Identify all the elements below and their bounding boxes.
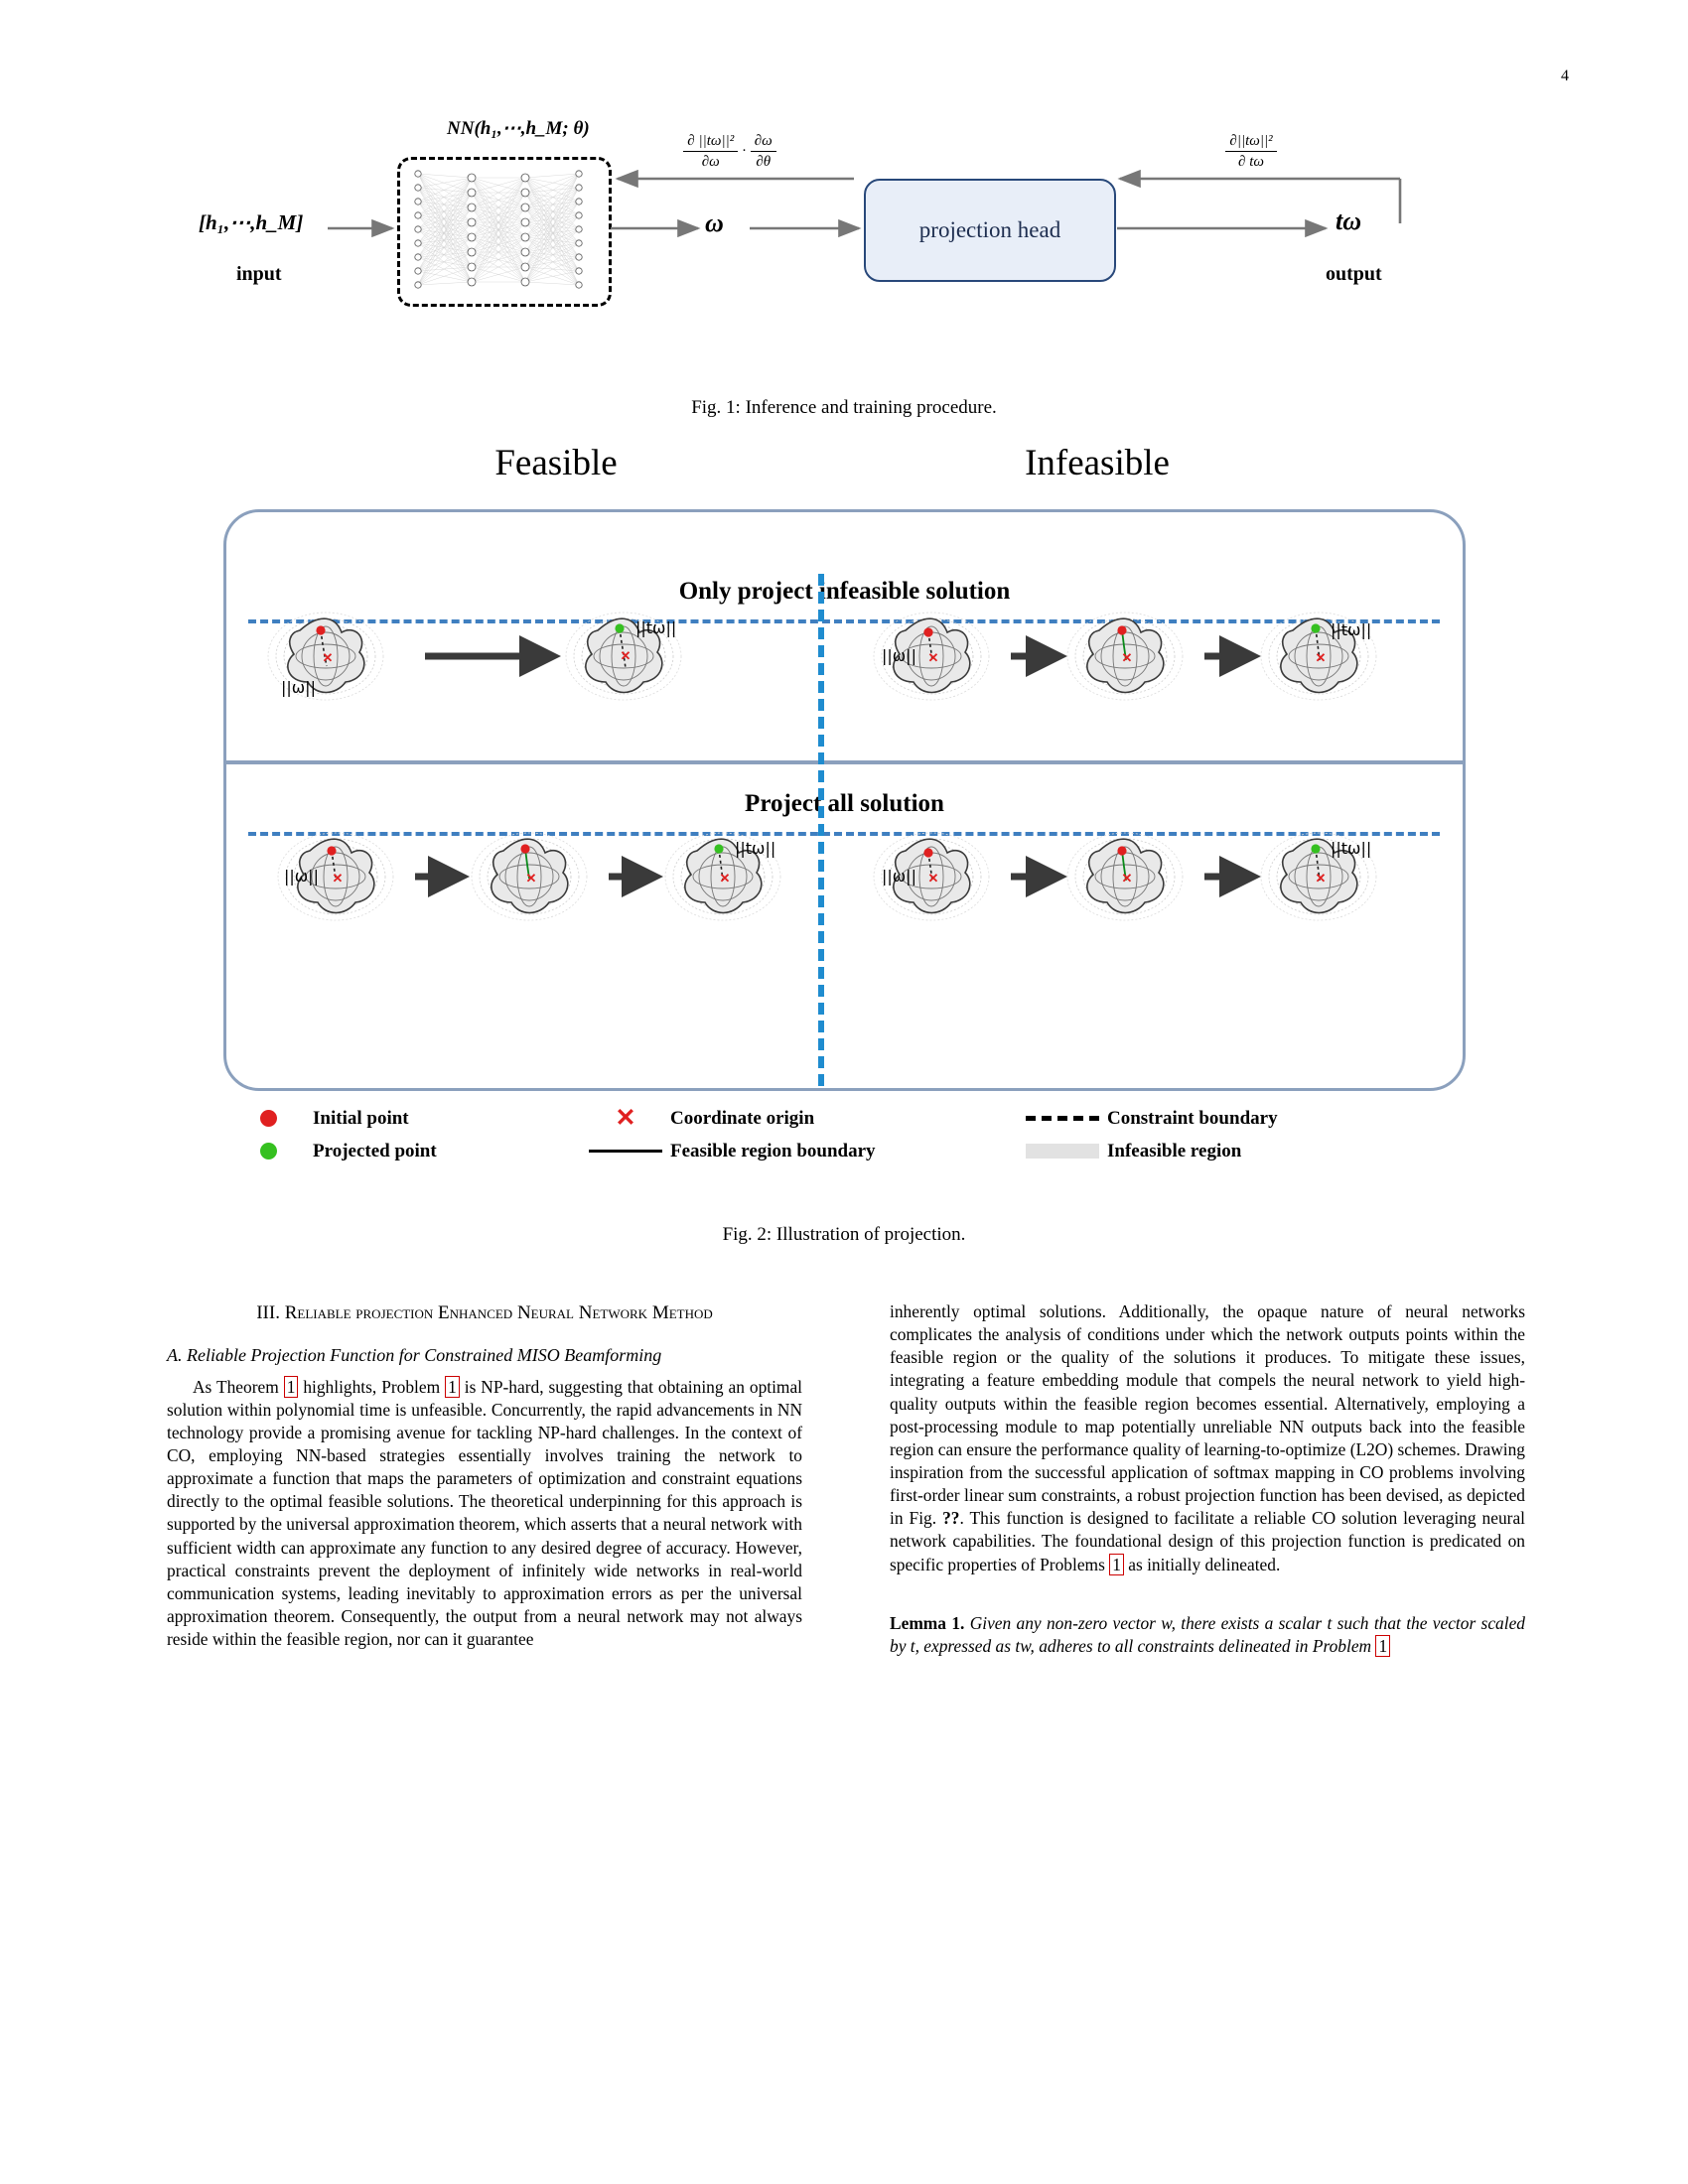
gradient-fraction-3 xyxy=(1225,131,1276,173)
projection-head-label: projection head xyxy=(918,217,1061,242)
legend-label-constraint-boundary: Constraint boundary xyxy=(1107,1107,1278,1129)
projection-head-box xyxy=(864,179,1116,282)
subsection-heading: A. Reliable Projection Function for Constrained MISO Beamforming xyxy=(167,1344,662,1365)
x-mark-icon: ✕ xyxy=(615,1105,636,1132)
projection-panels xyxy=(226,512,1463,1088)
section-title: Reliable projection Enhanced Neural Network Method xyxy=(284,1302,713,1323)
gradient-den-2: ∂θ xyxy=(756,154,772,171)
legend-item-infeasible-region xyxy=(1018,1135,1455,1167)
svg-text:||ω||: ||ω|| xyxy=(882,646,916,665)
svg-text:✕: ✕ xyxy=(332,871,344,886)
output-word-label: output xyxy=(1326,263,1382,285)
input-word-label: input xyxy=(236,263,282,285)
gradient-num-3: ∂||tω||² xyxy=(1225,131,1276,152)
band-title-only-project-infeasible: Only project infeasible solution xyxy=(678,578,1011,605)
neural-network-diagram xyxy=(400,160,609,304)
input-vector-label: [h₁,⋯,h_M] xyxy=(199,210,304,234)
band-title-project-all: Project all solution xyxy=(745,790,944,817)
svg-text:✕: ✕ xyxy=(525,871,537,886)
svg-text:✕: ✕ xyxy=(322,650,334,665)
gradient-fraction-2 xyxy=(751,131,776,173)
figure-2 xyxy=(223,443,1470,1206)
left-p1-b: highlights, Problem xyxy=(298,1376,446,1397)
left-column xyxy=(167,1300,802,1651)
section-heading xyxy=(167,1300,802,1326)
figure-2-legend xyxy=(223,1102,1460,1181)
lemma-heading: Lemma 1. xyxy=(890,1612,965,1633)
svg-text:||tω||: ||tω|| xyxy=(1331,839,1372,858)
svg-text:✕: ✕ xyxy=(719,871,731,886)
left-p1-a: As Theorem xyxy=(193,1376,284,1397)
green-dot-icon xyxy=(223,1143,313,1160)
right-p1-a: inherently optimal solutions. Additionally, the opaque nature of neural networks complicates the analysis of conditions under which the network outputs points within the feasible region or the quality of the solutions it produces. To mitigate these issues, integrating a feature embedding module that compels the neural network to yield high-quality outputs within the feasible region becomes essential. Alternatively, employing a post-processing module to map potentially unreliable NN outputs back into the feasible region can ensure the performance quality of learning-to-optimize (L2O) schemes. Drawing inspiration from the successful application of softmax mapping in CO problems involving first-order linear sum constraints, a robust projection function has been devised, as depicted in Fig. xyxy=(890,1301,1525,1529)
figure-2-caption: Fig. 2: Illustration of projection. xyxy=(722,1224,966,1245)
gradient-dot: · xyxy=(741,143,747,160)
legend-label-projected-point: Projected point xyxy=(313,1140,437,1161)
legend-label-initial-point: Initial point xyxy=(313,1107,409,1129)
svg-text:||tω||: ||tω|| xyxy=(635,618,677,637)
figure1-arrows xyxy=(169,139,1519,367)
figure-1 xyxy=(169,118,1519,367)
gradient-den-3: ∂ tω xyxy=(1238,154,1264,171)
gradient-num-1: ∂ ||tω||² xyxy=(683,131,738,152)
legend-item-projected-point xyxy=(223,1135,561,1167)
gray-bar-icon xyxy=(1018,1144,1107,1159)
problem-reference-link-2[interactable]: 1 xyxy=(1109,1554,1124,1575)
legend-item-feasible-boundary xyxy=(581,1135,998,1167)
red-dot-icon xyxy=(223,1110,313,1127)
missing-figure-reference: ?? xyxy=(942,1508,960,1529)
legend-label-coordinate-origin: Coordinate origin xyxy=(670,1107,815,1129)
right-column xyxy=(890,1300,1525,1658)
infeasible-title: Infeasible xyxy=(1025,443,1170,483)
gradient-num-2: ∂ω xyxy=(751,131,776,152)
svg-text:✕: ✕ xyxy=(927,871,939,886)
svg-text:||ω||: ||ω|| xyxy=(882,867,916,886)
right-p1-c: as initially delineated. xyxy=(1123,1554,1281,1574)
svg-text:||tω||: ||tω|| xyxy=(735,839,776,858)
gradient-fraction-1 xyxy=(683,131,738,173)
body-text xyxy=(167,1300,1527,2095)
left-paragraph-1 xyxy=(167,1376,802,1652)
nn-function-label: NN(h₁,⋯,h_M; θ) xyxy=(447,118,590,139)
lemma-1 xyxy=(890,1612,1525,1658)
right-paragraph-1 xyxy=(890,1300,1525,1576)
gradient-den-1: ∂ω xyxy=(701,154,720,171)
svg-text:||ω||: ||ω|| xyxy=(281,678,316,697)
problem-reference-link-1[interactable]: 1 xyxy=(445,1376,460,1398)
problem-reference-link-3[interactable]: 1 xyxy=(1375,1635,1390,1657)
theorem-reference-link[interactable]: 1 xyxy=(284,1376,299,1398)
lemma-text: Given any non-zero vector w, there exists a scalar t such that the vector scaled by t, expressed as tw, adheres to all constraints delineated in Problem xyxy=(890,1612,1525,1656)
left-p1-c: is NP-hard, suggesting that obtaining an optimal solution within polynomial time is unfeasible. Concurrently, the rapid advancements in NN technology provide a promising avenue for tackling NP-hard challenges. In the context of CO, employing NN-based strategies essentially involves training the network to approximate a function that maps the parameters of optimization and constraint equations directly to the optimal feasible solutions. The theoretical underpinning for this approach is supported by the universal approximation theorem, which asserts that a neural network with sufficient width can approximate any function to any desired degree of accuracy. However, practical constraints prevent the deployment of infinitely wide networks in real-world communication systems, leading inevitably to approximation errors as per the universal approximation theorem. Consequently, the output from a neural network may not always reside within the feasible region, nor can it guarantee xyxy=(167,1376,803,1650)
t-omega-label: tω xyxy=(1336,206,1362,235)
right-p1-b: . This function is designed to facilitate a reliable CO solution leveraging neural network capabilities. The foundational design of this projection function is predicated on specific properties of Problems xyxy=(890,1508,1525,1574)
feasible-title: Feasible xyxy=(494,443,618,483)
neural-network-box xyxy=(397,157,612,307)
gradient-expression-left xyxy=(621,131,839,173)
svg-text:✕: ✕ xyxy=(1315,871,1327,886)
svg-text:✕: ✕ xyxy=(620,648,632,663)
section-number: III. xyxy=(256,1302,280,1323)
projection-illustration-box xyxy=(223,509,1466,1091)
gradient-expression-right xyxy=(1142,131,1360,173)
legend-label-infeasible-region: Infeasible region xyxy=(1107,1140,1242,1161)
page-number: 4 xyxy=(1561,68,1569,84)
figure-1-caption: Fig. 1: Inference and training procedure. xyxy=(691,397,997,418)
omega-label: ω xyxy=(705,208,724,237)
svg-text:||ω||: ||ω|| xyxy=(284,867,319,886)
dashed-line-icon xyxy=(1018,1116,1107,1121)
legend-item-coordinate-origin xyxy=(581,1102,998,1135)
svg-text:✕: ✕ xyxy=(1315,650,1327,665)
solid-line-icon xyxy=(581,1150,670,1154)
svg-text:✕: ✕ xyxy=(1121,650,1133,665)
svg-text:||tω||: ||tω|| xyxy=(1331,620,1372,639)
legend-item-constraint-boundary xyxy=(1018,1102,1455,1135)
svg-text:✕: ✕ xyxy=(927,650,939,665)
legend-item-initial-point xyxy=(223,1102,561,1135)
svg-text:✕: ✕ xyxy=(1121,871,1133,886)
legend-label-feasible-boundary: Feasible region boundary xyxy=(670,1140,876,1161)
